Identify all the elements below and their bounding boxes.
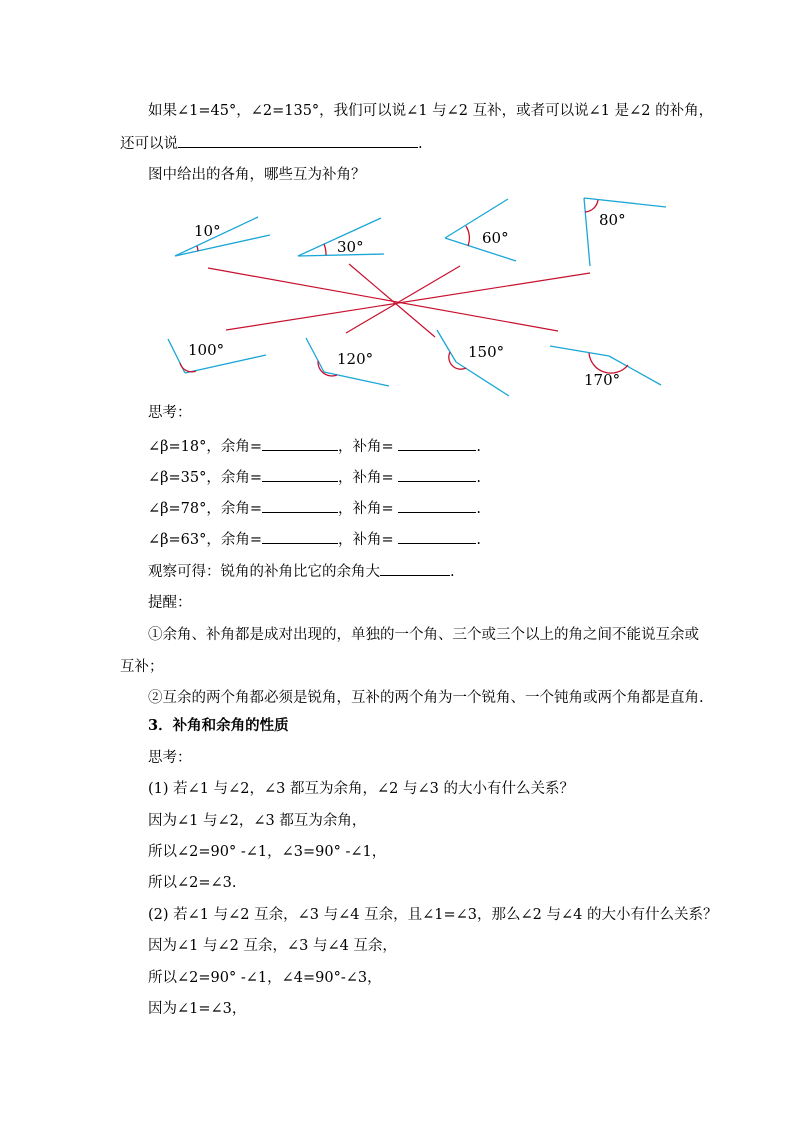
supplement-blank[interactable] (398, 436, 476, 451)
exercise-beta: ∠β=78°，余角= (148, 501, 263, 517)
angle-label-10: 10° (194, 222, 221, 240)
supplement-blank[interactable] (398, 529, 476, 544)
para1-line1: 如果∠1=45°，∠2=135°，我们可以说∠1 与∠2 互补，或者可以说∠1 是∠2 的补角， (148, 103, 714, 119)
exercise-beta: ∠β=35°，余角= (148, 470, 263, 486)
angle-10 (175, 217, 270, 256)
question-2-step-2: 所以∠2=90° -∠1，∠4=90°-∠3， (148, 970, 382, 986)
angle-80 (584, 198, 666, 266)
observe-text: 观察可得：锐角的补角比它的余角大 (148, 564, 380, 580)
para1-line2-prefix: 还可以说 (120, 136, 178, 152)
complement-blank[interactable] (262, 436, 338, 451)
complement-blank[interactable] (262, 467, 338, 482)
exercise-row-3 (148, 498, 481, 519)
observe-blank[interactable] (380, 561, 450, 576)
angle-label-80: 80° (599, 211, 626, 229)
question-2-step-3: 因为∠1=∠3， (148, 1001, 247, 1017)
question-2: (2) 若∠1 与∠2 互余，∠3 与∠4 互余，且∠1=∠3，那么∠2 与∠4 的大小有什么关系？ (148, 907, 718, 923)
angle-label-120: 120° (337, 350, 374, 368)
exercise-supp: ，补角= (338, 439, 399, 455)
complement-blank[interactable] (262, 498, 338, 513)
remind-label: 提醒： (148, 595, 192, 611)
angle-label-150: 150° (468, 343, 505, 361)
match-lines (208, 264, 590, 337)
think-label: 思考： (148, 405, 192, 421)
figure-question: 图中给出的各角，哪些互为补角？ (148, 167, 366, 183)
exercise-end: . (476, 470, 481, 486)
exercise-supp: ，补角= (338, 532, 399, 548)
exercise-row-2 (148, 467, 481, 488)
angle-label-60: 60° (482, 229, 509, 247)
question-1-step-1: 因为∠1 与∠2，∠3 都互为余角， (148, 813, 367, 829)
question-1-step-3: 所以∠2=∠3. (148, 875, 237, 891)
remind-1-line1: ①余角、补角都是成对出现的，单独的一个角、三个或三个以上的角之间不能说互余或 (148, 627, 699, 643)
observe-end: . (450, 564, 455, 580)
exercise-end: . (476, 439, 481, 455)
supplement-blank[interactable] (398, 467, 476, 482)
match-line-30-150 (349, 264, 435, 337)
section-3-title: 3．补角和余角的性质 (148, 717, 289, 734)
match-line-10-170 (208, 268, 558, 331)
think2-label: 思考： (148, 750, 192, 766)
para1-line2-suffix: . (418, 136, 423, 152)
exercise-row-1 (148, 436, 481, 457)
question-2-step-1: 因为∠1 与∠2 互余，∠3 与∠4 互余， (148, 938, 397, 954)
exercise-row-4 (148, 529, 481, 550)
exercise-end: . (476, 532, 481, 548)
angle-label-30: 30° (337, 238, 364, 256)
angle-150 (437, 330, 509, 396)
exercise-beta: ∠β=18°，余角= (148, 439, 263, 455)
question-1: (1) 若∠1 与∠2，∠3 都互为余角，∠2 与∠3 的大小有什么关系？ (148, 781, 574, 797)
angle-label-100: 100° (188, 341, 225, 359)
exercise-supp: ，补角= (338, 470, 399, 486)
exercise-supp: ，补角= (338, 501, 399, 517)
complement-blank[interactable] (262, 529, 338, 544)
remind-2: ②互余的两个角都必须是锐角，互补的两个角为一个锐角、一个钝角或两个角都是直角. (148, 690, 704, 706)
remind-1-line2: 互补； (120, 659, 164, 675)
exercise-beta: ∠β=63°，余角= (148, 532, 263, 548)
supplement-blank[interactable] (398, 498, 476, 513)
observe-line (148, 561, 455, 582)
angle-label-170: 170° (584, 371, 621, 389)
exercise-end: . (476, 501, 481, 517)
question-1-step-2: 所以∠2=90° -∠1，∠3=90° -∠1， (148, 844, 387, 860)
